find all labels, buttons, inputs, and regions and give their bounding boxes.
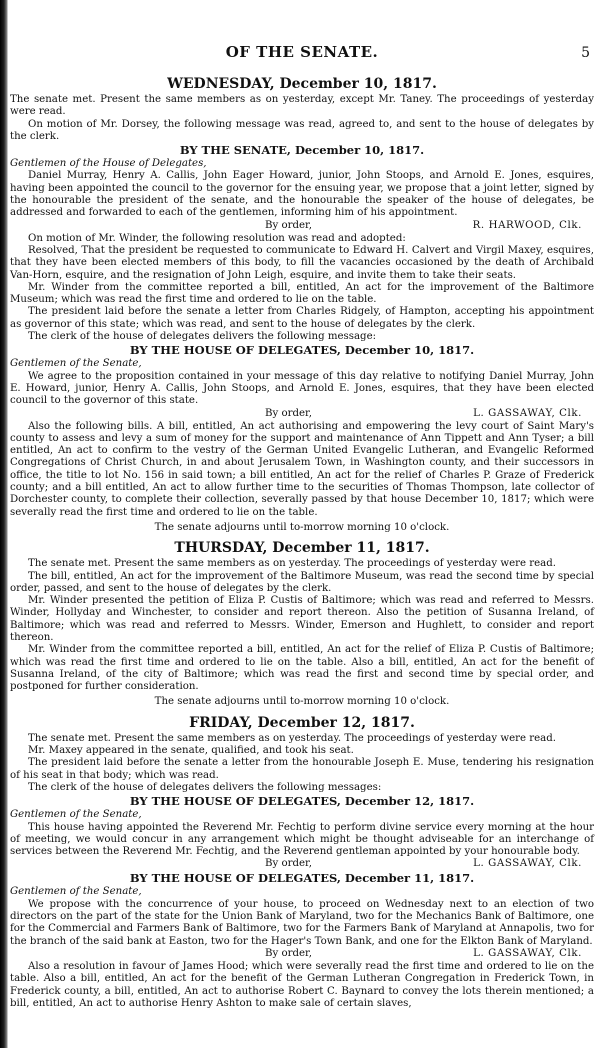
by-order: By order, [265, 858, 313, 870]
message-heading: BY THE SENATE, December 10, 1817. [179, 143, 425, 158]
page-number: 5 [581, 45, 590, 61]
paragraph: On motion of Mr. Winder, the following resolution was read and adopted: [28, 232, 406, 244]
running-head [10, 43, 594, 74]
by-order: By order, [265, 219, 313, 231]
day-friday [10, 715, 594, 1010]
paragraph: Also a resolution in favour of James Hood; which were severally read the first time and ordered to lie on the table. Also a bill, entitled, An act for the benefit of the German Lutheran Congregation in Frederick Town, in Frederick county, a bill, entitled, An act to authorise Robert C. Baynard to convey the lots therein mentioned; a bill, entitled, An act to authorise Henry Ashton to make sale of certain slaves, [10, 960, 594, 1009]
paragraph: Mr. Maxey appeared in the senate, qualified, and took his seat. [28, 745, 354, 757]
signature-line [10, 858, 594, 871]
signer: L. GASSAWAY, Clk. [473, 858, 582, 870]
paragraph: Also the following bills. A bill, entitled, An act authorising and empowering the levy court of Saint Mary's county to assess and levy a sum of money for the support and maintenance of Ann Tippett and Ann Tyser; a bill entitled, An act to confirm to the vestry of the German United Evangelic Lutheran, and Evangelic Reformed Congregations of Christ Church, in and about Jerusalem Town, in Washington county, and their successors in office, the title to lot No. 156 in said town; a bill entitled, An act for the relief of Charles P. Graze of Frederick county; and a bill entitled, An act to allow further time to the securities of Thomas Thompson, late collector of Dorchester county, to complete their collection, severally passed by that house December 10, 1817; which were severally read the first time and ordered to lie on the table. [10, 420, 594, 518]
signer: L. GASSAWAY, Clk. [473, 407, 582, 419]
day-wednesday [10, 76, 594, 534]
signature-line [10, 408, 594, 421]
paragraph: On motion of Mr. Dorsey, the following message was read, agreed to, and sent to the house of delegates by the clerk. [10, 118, 594, 142]
paragraph: The senate met. Present the same members as on yesterday. The proceedings of yesterday were read. [28, 558, 556, 570]
paragraph: Resolved, That the president be requested to communicate to Edward H. Calvert and Virgil Maxey, esquires, that they have been elected members of this body, to fill the vacancies occasioned by the death of Archibald Van-Horn, esquire, and the resignation of John Leigh, esquire, and invite them to take their seats. [10, 244, 594, 281]
signer: L. GASSAWAY, Clk. [473, 947, 582, 959]
message-body: We agree to the proposition contained in your message of this day relative to notifying Daniel Murray, John E. Howard, junior, Henry A. Callis, John Stoops, and Arnold E. Jones, esquires, that they have been elected council to the governor of this state. [10, 370, 594, 407]
day-thursday [10, 540, 594, 709]
date-heading: WEDNESDAY, December 10, 1817. [167, 76, 437, 92]
paragraph: The president laid before the senate a letter from the honourable Joseph E. Muse, tendering his resignation of his seat in that body; which was read. [10, 757, 594, 781]
paragraph: Mr. Winder presented the petition of Eliza P. Custis of Baltimore; which was read and referred to Messrs. Winder, Hollyday and Winchester, to consider and report thereon. Also the petition of Susanna Ireland, of Baltimore; which was read and referred to Messrs. Winder, Emerson and Hughlett, to consider and report thereon. [10, 595, 594, 643]
journal-page [10, 0, 594, 1048]
salutation: Gentlemen of the Senate, [10, 809, 142, 821]
paragraph: Mr. Winder from the committee reported a bill, entitled, An act for the improvement of the Baltimore Museum; which was read the first time and ordered to lie on the table. [10, 281, 594, 306]
message-body: We propose with the concurrence of your house, to proceed on Wednesday next to an election of two directors on the part of the state for the Union Bank of Maryland, two for the Mechanics Bank of Baltimore, one for the Commercial and Farmers Bank of Baltimore, two for the Farmers Bank of Maryland at Annapolis, two for the branch of the said bank at Easton, two for the Hager's Town Bank, and one for the Elkton Bank of Maryland. [10, 898, 594, 947]
adjournment: The senate adjourns until to-morrow morning 10 o'clock. [154, 696, 450, 708]
paragraph: The president laid before the senate a letter from Charles Ridgely, of Hampton, accepting his appointment as governor of this state; which was read, and sent to the house of delegates by the clerk. [10, 306, 594, 330]
message-heading: BY THE HOUSE OF DELEGATES, December 12, 1817. [129, 794, 475, 809]
paragraph: The clerk of the house of delegates delivers the following message: [28, 331, 377, 343]
message-heading: BY THE HOUSE OF DELEGATES, December 10, 1817. [129, 343, 475, 358]
paragraph: The senate met. Present the same members as on yesterday. The proceedings of yesterday were read. [28, 732, 556, 744]
salutation: Gentlemen of the House of Delegates, [10, 158, 207, 170]
by-order: By order, [265, 947, 313, 959]
signature-line [10, 948, 594, 961]
paragraph: The senate met. Present the same members as on yesterday, except Mr. Taney. The proceedings of yesterday were read. [10, 94, 594, 118]
page-binding-edge [0, 0, 8, 1048]
by-order: By order, [265, 407, 313, 419]
salutation: Gentlemen of the Senate, [10, 886, 142, 898]
signer: R. HARWOOD, Clk. [472, 219, 582, 231]
date-heading: FRIDAY, December 12, 1817. [189, 714, 415, 731]
adjournment: The senate adjourns until to-morrow morning 10 o'clock. [154, 521, 450, 533]
date-heading: THURSDAY, December 11, 1817. [174, 540, 430, 557]
message-body: This house having appointed the Reverend Mr. Fechtig to perform divine service every morning at the hour of meeting, we would concur in any arrangement which might be thought adviseable for an interchange of services between the Reverend Mr. Fechtig, and the Reverend gentleman appointed by your honourable body. [10, 821, 594, 858]
salutation: Gentlemen of the Senate, [10, 358, 142, 370]
message-body: Daniel Murray, Henry A. Callis, John Eager Howard, junior, John Stoops, and Arnold E. Jones, esquires, having been appointed the council to the governor for the ensuing year, we propose that a joint letter, signed by the honourable the president of the senate, and the honourable the speaker of the house of delegates, be addressed and forwarded to each of the gentlemen, informing him of his appointment. [10, 170, 594, 219]
paragraph: Mr. Winder from the committee reported a bill, entitled, An act for the relief of Eliza P. Custis of Baltimore; which was read the first time and ordered to lie on the table. Also a bill, entitled, An act for the benefit of Susanna Ireland, of the city of Baltimore; which was read the first and second time by special order, and postponed for further consideration. [10, 644, 594, 693]
running-title: OF THE SENATE. [225, 43, 379, 61]
paragraph: The bill, entitled, An act for the improvement of the Baltimore Museum, was read the second time by special order, passed, and sent to the house of delegates by the clerk. [10, 570, 594, 594]
signature-line [10, 220, 594, 233]
message-heading: BY THE HOUSE OF DELEGATES, December 11, 1817. [129, 871, 475, 886]
paragraph: The clerk of the house of delegates delivers the following messages: [28, 781, 382, 793]
